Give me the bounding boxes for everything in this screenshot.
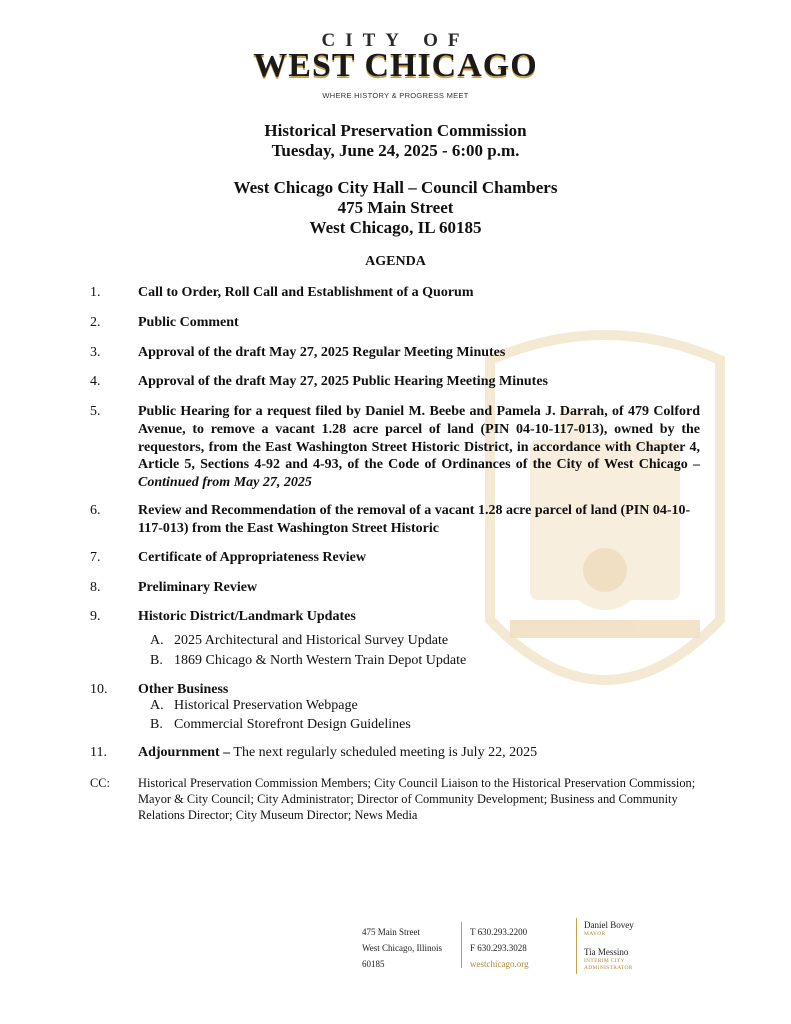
item-text: Approval of the draft May 27, 2025 Public Hearing Meeting Minutes bbox=[138, 374, 548, 389]
sub-item-letter: B. bbox=[150, 717, 163, 732]
item-number: 6. bbox=[90, 503, 101, 518]
item-number: 5. bbox=[90, 404, 101, 419]
footer-address-line: 60185 bbox=[362, 959, 385, 969]
meeting-venue: West Chicago City Hall – Council Chambers bbox=[233, 178, 558, 197]
item-number: 1. bbox=[90, 285, 101, 300]
admin-title: INTERIM CITY bbox=[584, 958, 625, 964]
item-number: 11. bbox=[90, 745, 107, 760]
item-text: Public Comment bbox=[138, 315, 239, 330]
footer-divider bbox=[461, 922, 462, 968]
mayor-title: MAYOR bbox=[584, 931, 606, 937]
cc-text: Historical Preservation Commission Members; City Council Liaison to the Historical Preservation Commission; Mayor & City Council; City Administrator; Director of Community Development; Business and Community Relations Director; City Museum Director; News Media bbox=[138, 776, 696, 822]
sub-item-text: Historical Preservation Webpage bbox=[174, 698, 358, 713]
sub-item bbox=[150, 697, 358, 715]
footer-divider bbox=[576, 918, 577, 974]
admin-title: ADMINISTRATOR bbox=[584, 965, 633, 971]
sub-item bbox=[150, 632, 448, 650]
footer-officials bbox=[584, 920, 634, 972]
item-number: 7. bbox=[90, 550, 101, 565]
sub-item-text: 2025 Architectural and Historical Survey Update bbox=[174, 633, 449, 648]
footer-contact bbox=[470, 924, 529, 972]
footer-address-line: West Chicago, Illinois bbox=[362, 943, 443, 953]
item-text: Historic District/Landmark Updates bbox=[138, 609, 356, 624]
item-text-block bbox=[138, 744, 700, 762]
sub-item bbox=[150, 716, 411, 734]
meeting-street: 475 Main Street bbox=[337, 198, 454, 217]
item-continued-note: Continued from May 27, 2025 bbox=[138, 475, 312, 491]
admin-name: Tia Messino bbox=[584, 947, 629, 957]
logo-city-of: CITY OF bbox=[321, 30, 470, 51]
item-text: Other Business bbox=[138, 682, 229, 697]
commission-name: Historical Preservation Commission bbox=[264, 121, 527, 140]
item-number: 4. bbox=[90, 374, 101, 389]
item-text: Call to Order, Roll Call and Establishment of a Quorum bbox=[138, 285, 474, 300]
sub-item-letter: B. bbox=[150, 653, 163, 668]
footer-address bbox=[362, 924, 442, 972]
meeting-datetime: Tuesday, June 24, 2025 - 6:00 p.m. bbox=[271, 141, 520, 160]
sub-item bbox=[150, 652, 466, 670]
footer-address-line: 475 Main Street bbox=[362, 927, 420, 937]
item-text-rest: The next regularly scheduled meeting is July 22, 2025 bbox=[230, 745, 538, 760]
mayor-name: Daniel Bovey bbox=[584, 920, 634, 930]
sub-item-text: Commercial Storefront Design Guidelines bbox=[174, 717, 411, 732]
sub-item-letter: A. bbox=[150, 698, 164, 713]
item-number: 10. bbox=[90, 682, 108, 697]
item-text: Preliminary Review bbox=[138, 580, 258, 595]
item-text: Certificate of Appropriateness Review bbox=[138, 550, 366, 565]
item-text: Adjournment – bbox=[138, 745, 231, 760]
item-number: 2. bbox=[90, 315, 101, 330]
logo-tagline: WHERE HISTORY & PROGRESS MEET bbox=[322, 91, 469, 100]
sub-item-letter: A. bbox=[150, 633, 164, 648]
meeting-city: West Chicago, IL 60185 bbox=[309, 218, 482, 237]
item-number: 8. bbox=[90, 580, 101, 595]
cc-label: CC: bbox=[90, 776, 110, 790]
item-number: 9. bbox=[90, 609, 101, 624]
footer-fax: F 630.293.3028 bbox=[470, 943, 527, 953]
sub-item-text: 1869 Chicago & North Western Train Depot Update bbox=[174, 653, 467, 668]
logo-city-name: WEST CHICAGO bbox=[253, 47, 538, 84]
item-text-block bbox=[138, 403, 700, 492]
item-text: Approval of the draft May 27, 2025 Regular Meeting Minutes bbox=[138, 345, 506, 360]
item-text: Review and Recommendation of the removal of a vacant 1.28 acre parcel of land (PIN 04-10-117-013) from the East Washington Street Historic bbox=[138, 503, 691, 536]
footer-website-link[interactable]: westchicago.org bbox=[470, 959, 529, 969]
item-text: Public Hearing for a request filed by Daniel M. Beebe and Pamela J. Darrah, of 479 Colford Avenue, to remove a vacant 1.28 acre parcel of land (PIN 04-10-117-013), owned by the requestors, from the East Washington Street Historic District, in accordance with Chapter 4, Article 5, Sections 4-92 and 4-93, of the Code of Ordinances of the City of West Chicago – bbox=[138, 404, 700, 473]
item-number: 3. bbox=[90, 345, 101, 360]
agenda-title: AGENDA bbox=[365, 254, 426, 269]
footer-phone: T 630.293.2200 bbox=[470, 927, 528, 937]
